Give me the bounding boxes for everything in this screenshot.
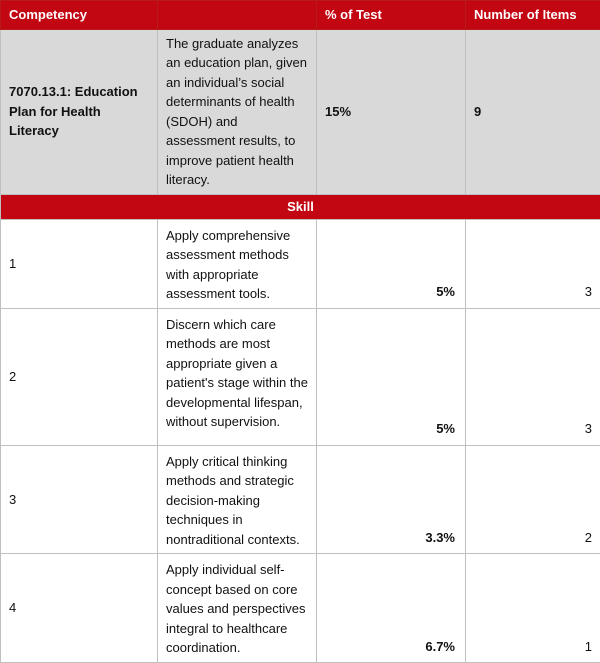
competency-pct-cell: 15% — [317, 29, 466, 194]
skill-description-cell: Apply individual self-concept based on core values and perspectives integral to healthcare coordination. — [158, 554, 317, 663]
skill-header-cell: Skill — [1, 194, 600, 219]
competency-row — [1, 29, 600, 194]
skill-row-2 — [1, 308, 600, 445]
skill-number-cell: 1 — [1, 219, 158, 308]
skill-row-3 — [1, 445, 600, 554]
header-cell-pct-of-test: % of Test — [317, 1, 466, 30]
skill-number-cell: 4 — [1, 554, 158, 663]
skill-number-cell: 3 — [1, 445, 158, 554]
header-cell-blank — [158, 1, 317, 30]
skill-description-cell: Apply comprehensive assessment methods with appropriate assessment tools. — [158, 219, 317, 308]
skill-description-cell: Apply critical thinking methods and strategic decision-making techniques in nontraditional contexts. — [158, 445, 317, 554]
skill-pct-cell: 3.3% — [317, 445, 466, 554]
skill-row-1 — [1, 219, 600, 308]
skill-number-cell: 2 — [1, 308, 158, 445]
table-header-row — [1, 1, 600, 30]
skill-row-4 — [1, 554, 600, 663]
header-cell-competency: Competency — [1, 1, 158, 30]
competency-description-cell: The graduate analyzes an education plan, given an individual’s social determinants of health (SDOH) and assessment results, to improve patient health literacy. — [158, 29, 317, 194]
skill-pct-cell: 5% — [317, 219, 466, 308]
skill-items-cell: 2 — [466, 445, 600, 554]
competency-items-cell: 9 — [466, 29, 600, 194]
skill-pct-cell: 5% — [317, 308, 466, 445]
skill-header-row — [1, 194, 600, 219]
header-cell-number-of-items: Number of Items — [466, 1, 600, 30]
skill-description-cell: Discern which care methods are most appropriate given a patient's stage within the developmental lifespan, without supervision. — [158, 308, 317, 445]
skill-items-cell: 3 — [466, 308, 600, 445]
skill-items-cell: 3 — [466, 219, 600, 308]
skill-pct-cell: 6.7% — [317, 554, 466, 663]
competency-id-cell: 7070.13.1: Education Plan for Health Literacy — [1, 29, 158, 194]
skill-items-cell: 1 — [466, 554, 600, 663]
